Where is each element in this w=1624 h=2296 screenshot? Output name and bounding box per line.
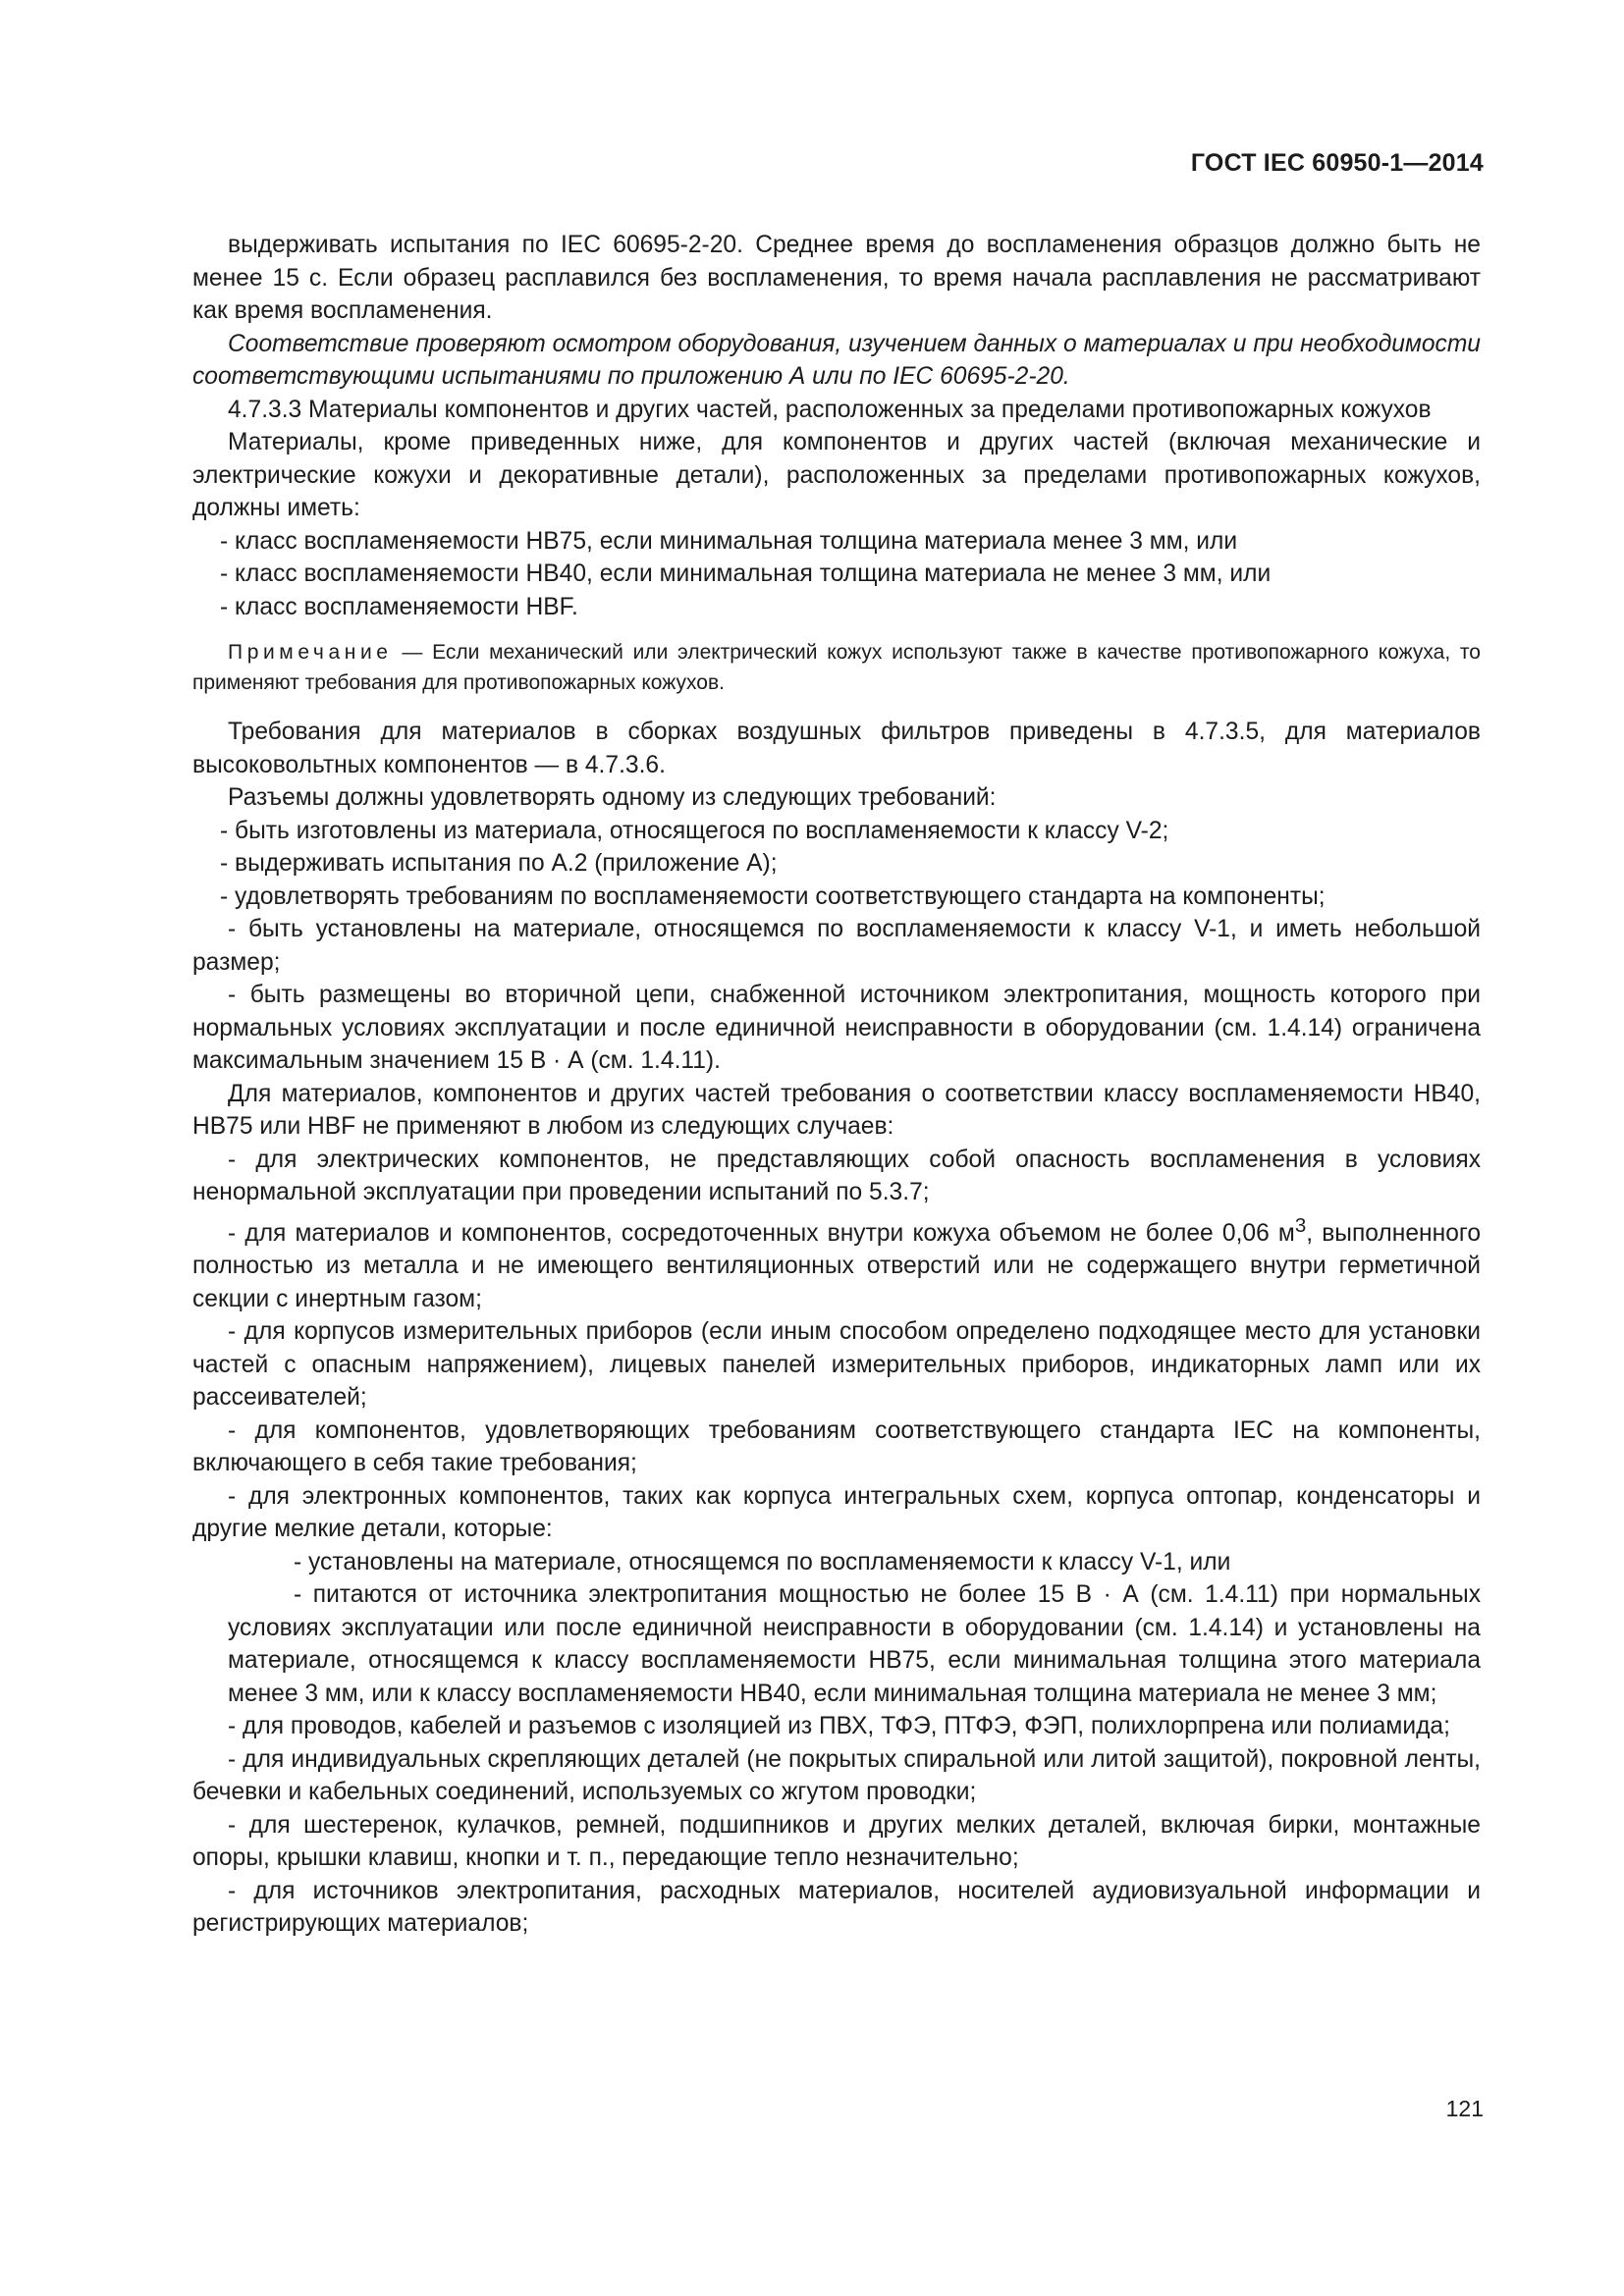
list-item-text: - для материалов и компонентов, сосредоточенных внутри кожуха объемом не более 0,06 м bbox=[228, 1219, 1295, 1247]
list-item: - выдерживать испытания по А.2 (приложение А); bbox=[220, 850, 778, 877]
list-item: - быть изготовлены из материала, относящегося по воспламеняемости к классу V-2; bbox=[220, 817, 1169, 844]
list-item-text: выполненного полностью из металла и не имеющего вентиляционных отверстий или не содержащего внутри герметичной секции с инертным газом; bbox=[192, 1219, 1481, 1312]
list-item-text-suffix: , bbox=[1306, 1219, 1314, 1247]
superscript: 3 bbox=[1294, 1213, 1307, 1237]
list-item: - класс воспламеняемости HBF. bbox=[220, 593, 578, 620]
page-number: 121 bbox=[1445, 2096, 1484, 2121]
list-item: - класс воспламеняемости НВ40, если минимальная толщина материала не менее 3 мм, или bbox=[220, 561, 1272, 587]
list-item: - для электрических компонентов, не представляющих собой опасность воспламенения в условиях ненормальной эксплуатации при проведении испытаний по 5.3.7; bbox=[192, 1146, 1481, 1205]
paragraph: Для материалов, компонентов и других частей требования о соответствии классу воспламеняемости НВ40, НВ75 или HBF не применяют в любом из следующих случаев: bbox=[192, 1080, 1481, 1140]
document-body bbox=[192, 229, 1481, 1941]
list-item: - для электронных компонентов, таких как корпуса интегральных схем, корпуса оптопар, конденсаторы и другие мелкие детали, которые: bbox=[192, 1482, 1481, 1543]
note bbox=[192, 637, 1481, 698]
section-heading: 4.7.3.3 Материалы компонентов и других частей, расположенных за пределами противопожарных кожухов bbox=[228, 396, 1432, 423]
list-item: - для проводов, кабелей и разъемов с изоляцией из ПВХ, ТФЭ, ПТФЭ, ФЭП, полихлорпрена или полиамида; bbox=[228, 1713, 1450, 1740]
compliance-paragraph: Соответствие проверяют осмотром оборудования, изучением данных о материалах и при необходимости соответствующими испытаниями по приложению А или по IEC 60695-2-20. bbox=[192, 330, 1481, 390]
list-item: - класс воспламеняемости НВ75, если минимальная толщина материала менее 3 мм, или bbox=[220, 527, 1238, 555]
list-item: - для индивидуальных скрепляющих деталей (не покрытых спиральной или литой защитой), покровной ленты, бечевки и кабельных соединений, используемых со жгутом проводки; bbox=[192, 1745, 1481, 1806]
sub-list-item: - питаются от источника электропитания мощностью не более 15 В · А (см. 1.4.11) при нормальных условиях эксплуатации или после единичной неисправности в оборудовании (см. 1.4.14) и установлены на материале, относящемся к классу воспламеняемости НВ75, если минимальная толщина этого материала менее 3 мм, или к классу воспламеняемости НВ40, если минимальная толщина материала не менее 3 мм; bbox=[228, 1581, 1481, 1707]
list-item: - для корпусов измерительных приборов (если иным способом определено подходящее место для установки частей с опасным напряжением), лицевых панелей измерительных приборов, индикаторных ламп или их рассеивателей; bbox=[192, 1318, 1481, 1412]
note-text: — Если механический или электрический кожух используют также в качестве противопожарного кожуха, то применяют требования для противопожарных кожухов. bbox=[192, 641, 1481, 694]
list-item: - для компонентов, удовлетворяющих требованиям соответствующего стандарта IEC на компоненты, включающего в себя такие требования; bbox=[192, 1416, 1481, 1477]
list-item: - быть размещены во вторичной цепи, снабженной источником электропитания, мощность которого при нормальных условиях эксплуатации и после единичной неисправности в оборудовании (см. 1.4.14) ограничена максимальным значением 15 В · А (см. 1.4.11). bbox=[192, 982, 1481, 1074]
list-item: - удовлетворять требованиям по воспламеняемости соответствующего стандарта на компоненты; bbox=[220, 882, 1326, 910]
paragraph: Требования для материалов в сборках воздушных фильтров приведены в 4.7.3.5, для материалов высоковольтных компонентов — в 4.7.3.6. bbox=[192, 719, 1481, 778]
paragraph: Материалы, кроме приведенных ниже, для компонентов и других частей (включая механические и электрические кожухи и декоративные детали), расположенных за пределами противопожарных кожухов, должны иметь: bbox=[192, 429, 1481, 521]
list-item bbox=[192, 1209, 1481, 1316]
list-item: - для шестеренок, кулачков, ремней, подшипников и других мелких деталей, включая бирки, монтажные опоры, крышки клавиш, кнопки и т. п., передающие тепло незначительно; bbox=[192, 1811, 1481, 1872]
document-header: ГОСТ IEC 60950-1—2014 bbox=[1190, 149, 1484, 177]
paragraph: выдерживать испытания по IEC 60695-2-20. Среднее время до воспламенения образцов должно быть не менее 15 с. Если образец расплавился без воспламенения, то время начала расплавления не рассматривают как время воспламенения. bbox=[192, 232, 1481, 324]
list-item: - для источников электропитания, расходных материалов, носителей аудиовизуальной информации и регистрирующих материалов; bbox=[192, 1877, 1481, 1938]
list-item: - быть установлены на материале, относящемся по воспламеняемости к классу V-1, и иметь небольшой размер; bbox=[192, 916, 1481, 976]
sub-list-item: - установлены на материале, относящемся по воспламеняемости к классу V-1, или bbox=[294, 1548, 1231, 1575]
note-label: Примечание bbox=[228, 641, 393, 664]
paragraph: Разъемы должны удовлетворять одному из следующих требований: bbox=[228, 784, 997, 811]
